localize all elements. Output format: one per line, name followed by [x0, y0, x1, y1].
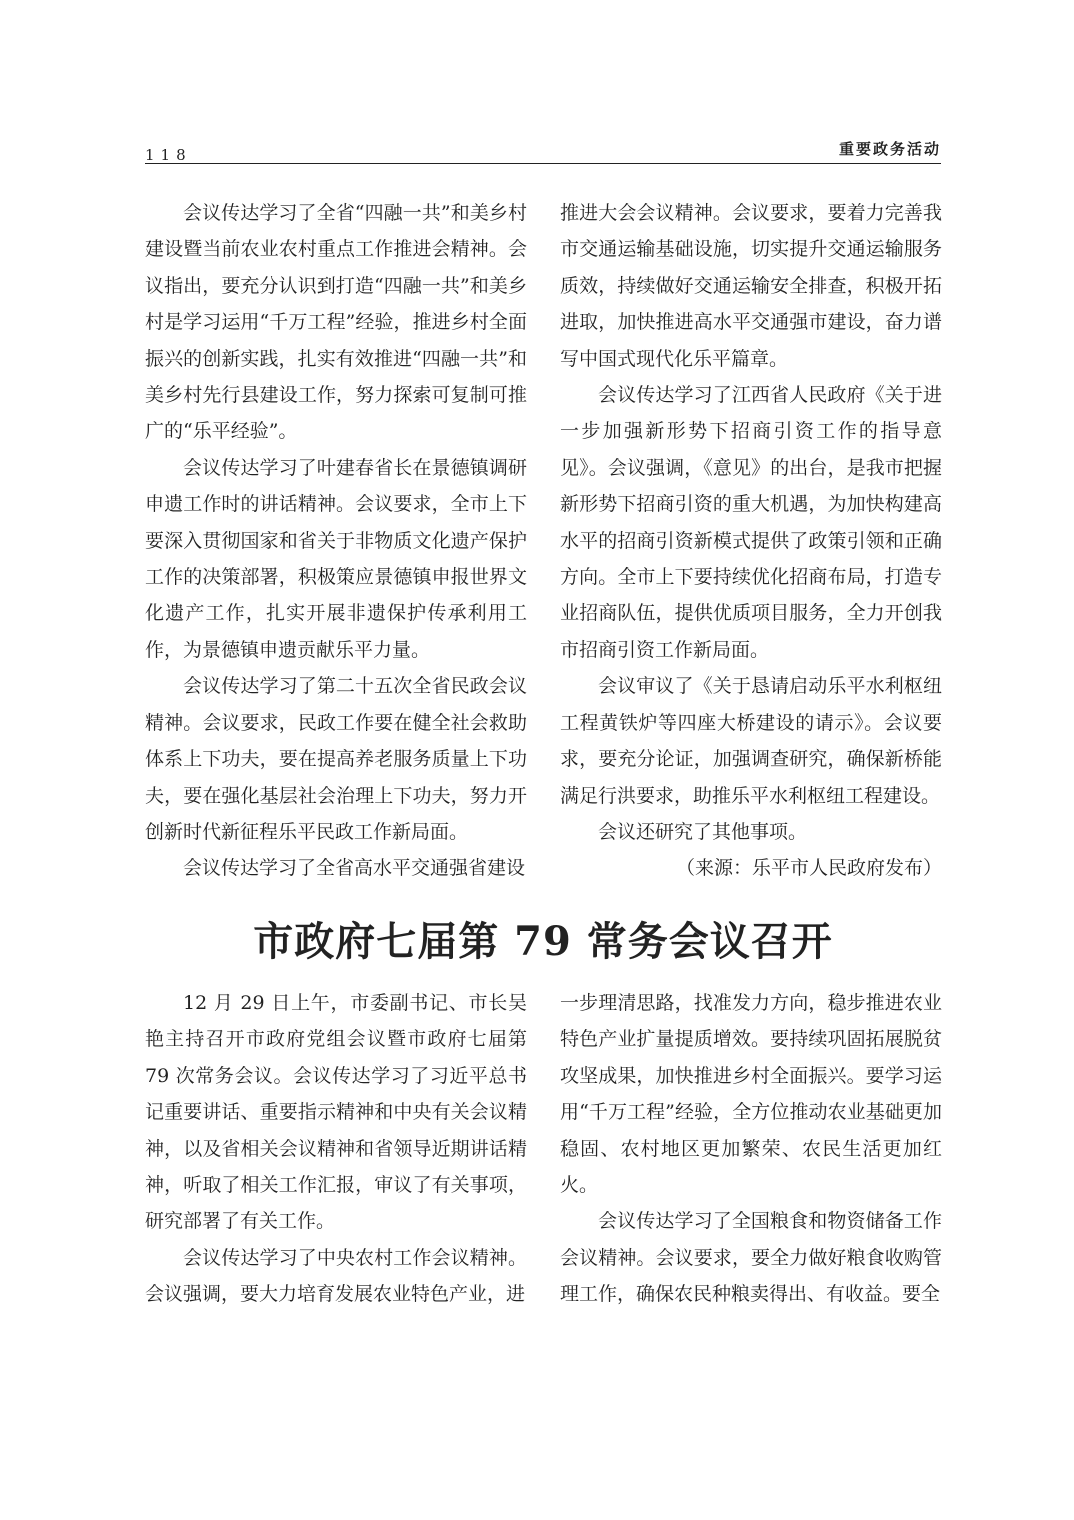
page-number: 118: [145, 146, 192, 164]
paragraph: 会议还研究了其他事项。: [598, 820, 808, 843]
section-title: 重要政务活动: [838, 140, 941, 158]
article1-right-column: [560, 195, 942, 887]
article1-left-column: [145, 195, 527, 887]
paragraph: 12 月 29 日上午，市委副书记、市长吴艳主持召开市政府党组会议暨市政府七届第 79 次常务会议。会议传达学习了习近平总书记重要讲话、重要指示精神和中央有关会议精神，以及省相关会议精神和省领导近期讲话精神，听取了相关工作汇报，审议了有关事项，研究部署了有关工作。: [145, 992, 527, 1233]
article-title: 市政府七届第 79 常务会议召开: [253, 918, 833, 965]
paragraph: 推进大会会议精神。会议要求，要着力完善我市交通运输基础设施，切实提升交通运输服务质效，持续做好交通运输安全排查，积极开拓进取，加快推进高水平交通强市建设，奋力谱写中国式现代化乐平篇章。: [560, 202, 942, 370]
source-note: （来源：乐平市人民政府发布）: [675, 857, 942, 880]
paragraph: 会议传达学习了叶建春省长在景德镇调研申遗工作时的讲话精神。会议要求，全市上下要深入贯彻国家和省关于非物质文化遗产保护工作的决策部署，积极策应景德镇申报世界文化遗产工作，扎实开展非遗保护传承利用工作，为景德镇申遗贡献乐平力量。: [145, 456, 527, 661]
article2-right-column: [560, 985, 942, 1313]
paragraph: 一步理清思路，找准发力方向，稳步推进农业特色产业扩量提质增效。要持续巩固拓展脱贫攻坚成果，加快推进乡村全面振兴。要学习运用“千万工程”经验，全方位推动农业基础更加稳固、农村地区更加繁荣、农民生活更加红火。: [560, 992, 942, 1197]
page-header: [145, 128, 941, 164]
paragraph: 会议传达学习了中央农村工作会议精神。会议强调，要大力培育发展农业特色产业，进: [145, 1246, 527, 1306]
header-rule: [145, 163, 941, 164]
paragraph: 会议审议了《关于恳请启动乐平水利枢纽工程黄铁炉等四座大桥建设的请示》。会议要求，要充分论证，加强调查研究，确保新桥能满足行洪要求，助推乐平水利枢纽工程建设。: [560, 675, 942, 807]
paragraph: 会议传达学习了全国粮食和物资储备工作会议精神。会议要求，要全力做好粮食收购管理工作，确保农民种粮卖得出、有收益。要全: [560, 1210, 942, 1306]
paragraph: 会议传达学习了全省“四融一共”和美乡村建设暨当前农业农村重点工作推进会精神。会议指出，要充分认识到打造“四融一共”和美乡村是学习运用“千万工程”经验，推进乡村全面振兴的创新实践，扎实有效推进“四融一共”和美乡村先行县建设工作，努力探索可复制可推广的“乐平经验”。: [145, 202, 527, 443]
paragraph: 会议传达学习了江西省人民政府《关于进一步加强新形势下招商引资工作的指导意见》。会议强调，《意见》的出台，是我市把握新形势下招商引资的重大机遇，为加快构建高水平的招商引资新模式提供了政策引领和正确方向。全市上下要持续优化招商布局，打造专业招商队伍，提供优质项目服务，全力开创我市招商引资工作新局面。: [560, 384, 942, 661]
paragraph: 会议传达学习了全省高水平交通强省建设: [183, 857, 526, 880]
article2-left-column: [145, 985, 527, 1313]
paragraph: 会议传达学习了第二十五次全省民政会议精神。会议要求，民政工作要在健全社会救助体系上下功夫，要在提高养老服务质量上下功夫，要在强化基层社会治理上下功夫，努力开创新时代新征程乐平民政工作新局面。: [145, 675, 527, 843]
